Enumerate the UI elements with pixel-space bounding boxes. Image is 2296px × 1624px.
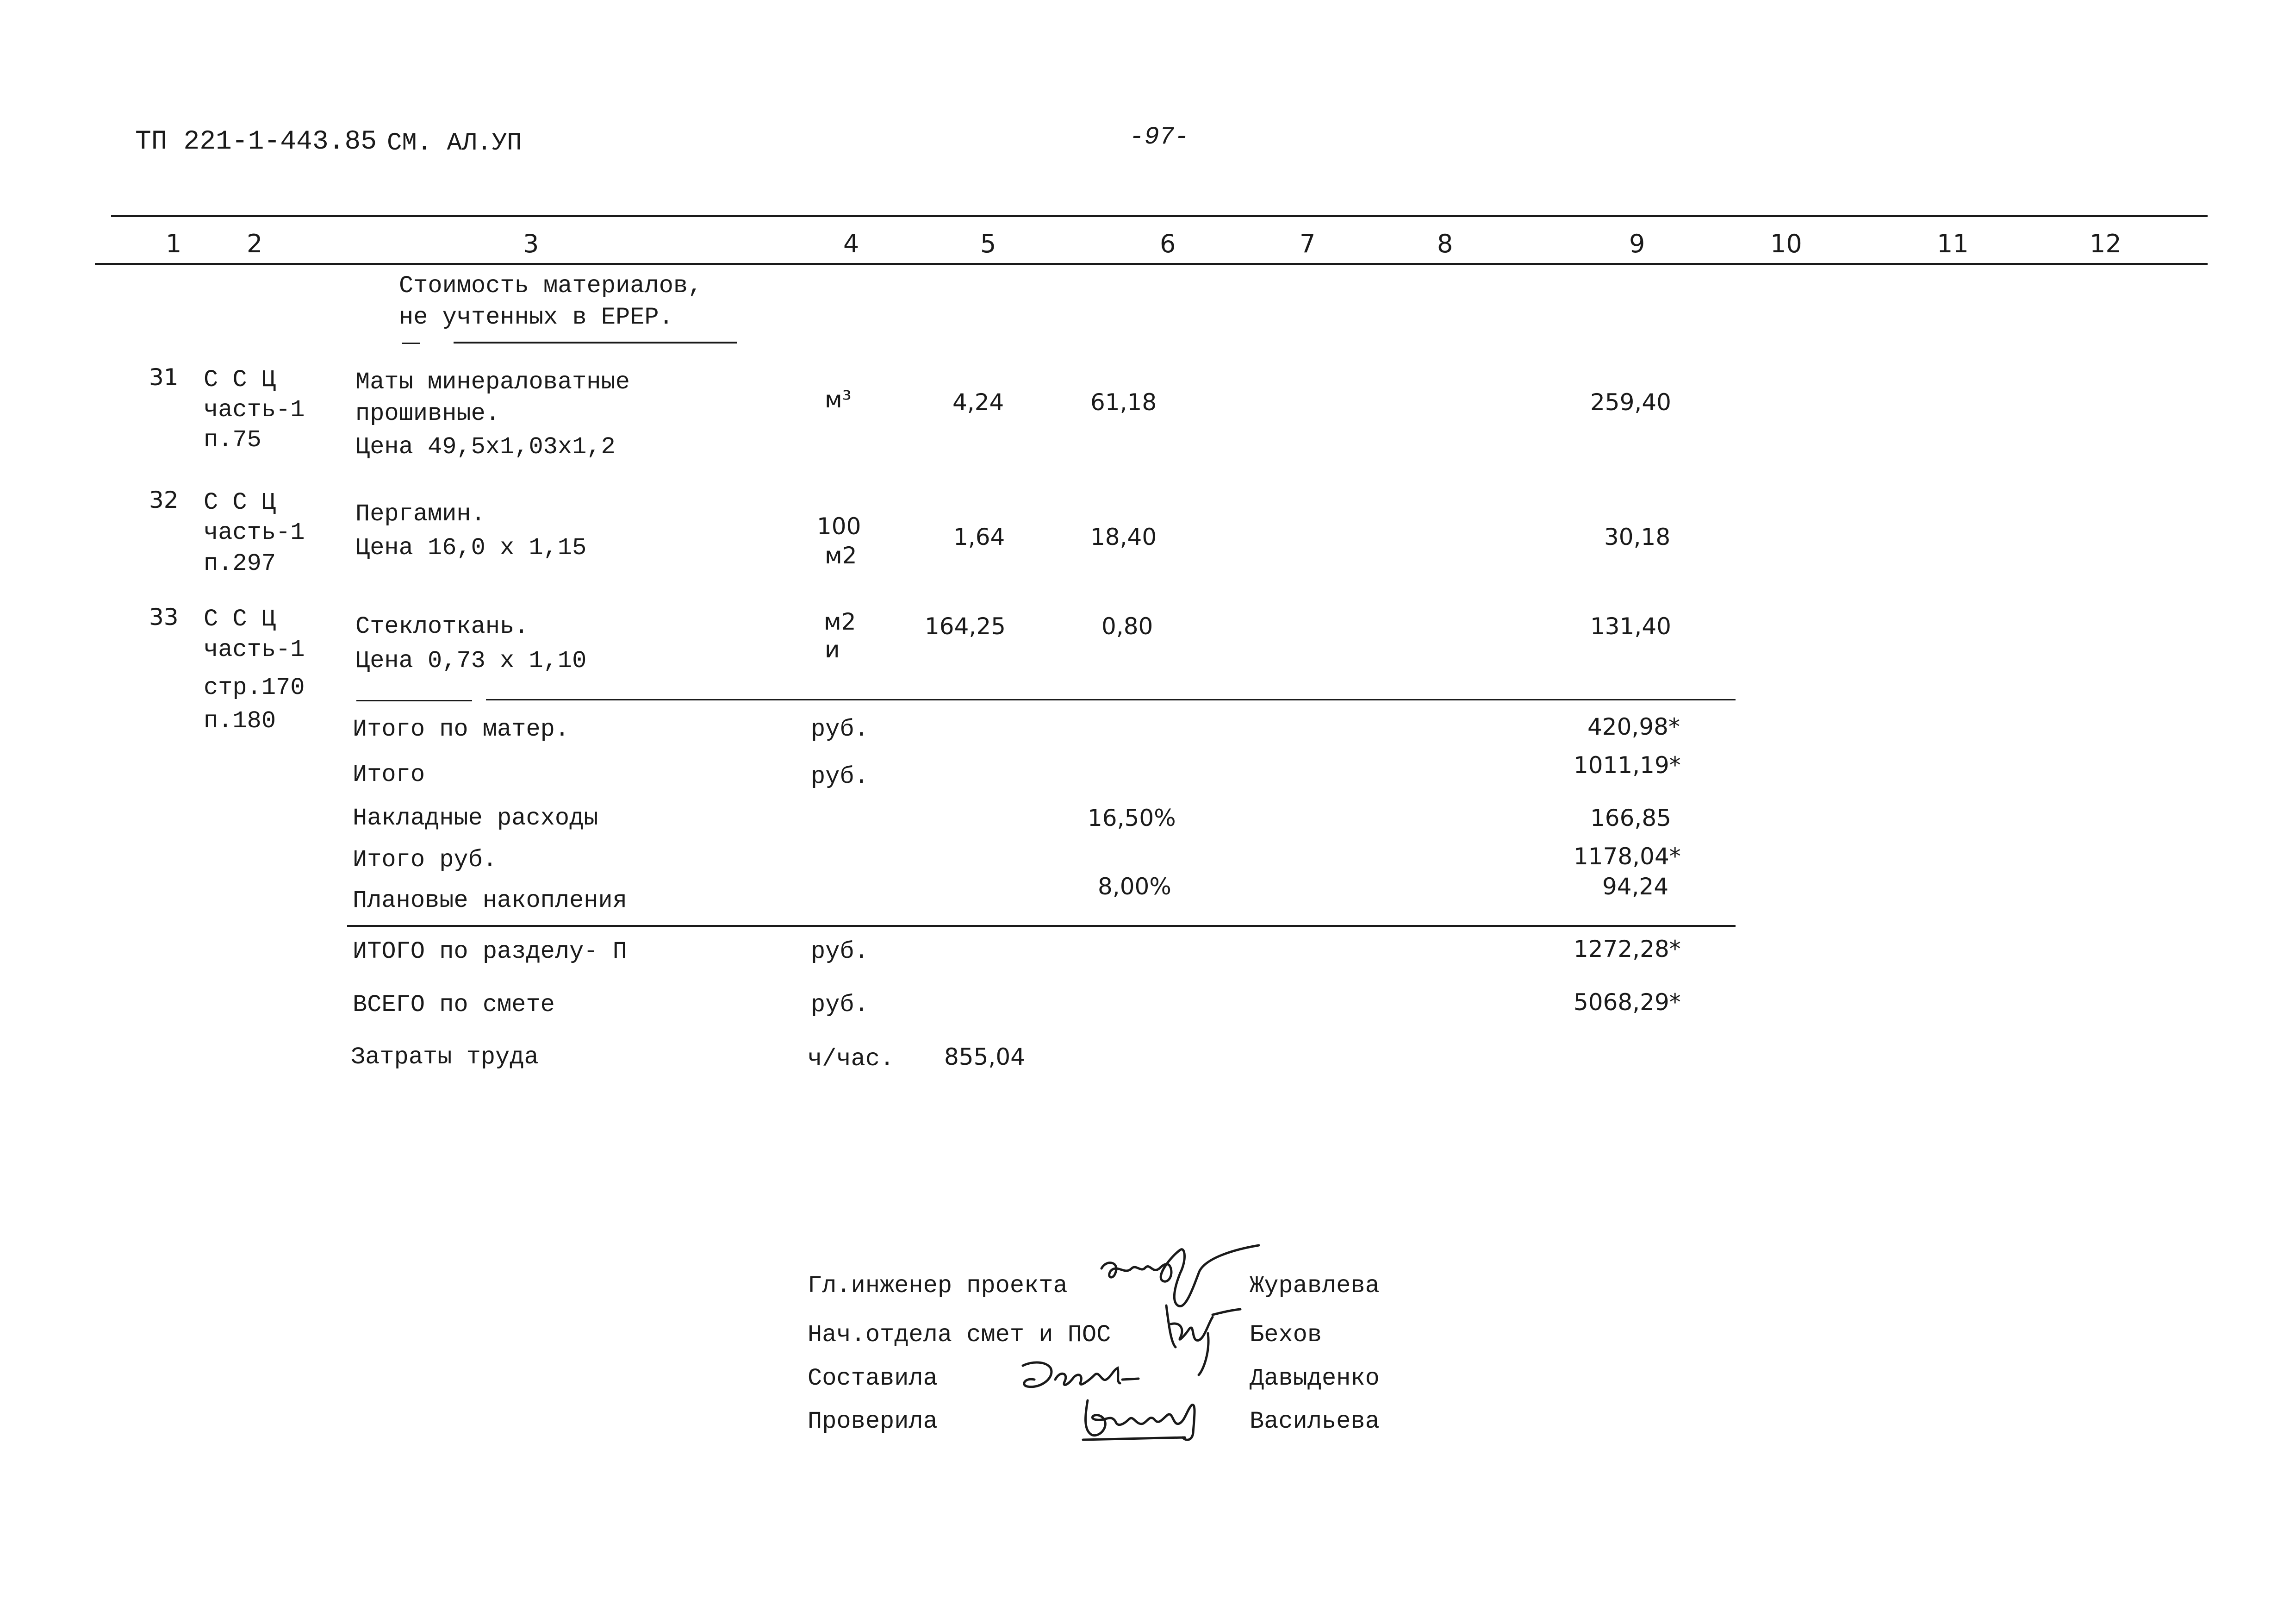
row-total: 131,40 [1590,613,1671,640]
row-description: Стеклоткань. [355,613,529,640]
total-label: Плановые накопления [353,887,627,914]
row-reference: п.75 [204,426,261,454]
row-description: Цена 16,0 х 1,15 [355,534,587,562]
row-description: Маты минераловатные [355,369,630,396]
signature-name: Васильева [1250,1408,1380,1435]
signature-role: Нач.отдела смет и ПОС [808,1321,1111,1349]
row-reference: часть-1 [204,636,305,663]
column-header-3: 3 [523,229,539,258]
row-reference: С С Ц [204,606,276,633]
row-number: 33 [149,604,179,631]
grand-total-unit: руб. [811,938,869,965]
row-reference: п.180 [204,707,276,735]
grand-total-value: 5068,29* [1574,989,1681,1016]
total-label: Накладные расходы [353,805,598,832]
total-unit: руб. [811,716,869,743]
total-label: Итого по матер. [353,716,570,743]
total-value: 166,85 [1590,805,1671,831]
grand-total-unit: руб. [811,991,869,1018]
row-unit: м³ [825,386,852,413]
row-reference: часть-1 [204,519,305,546]
signature-role: Гл.инженер проекта [808,1272,1068,1299]
column-header-6: 6 [1160,229,1176,258]
signature-role: Составила [808,1365,938,1392]
row-description: Цена 49,5х1,03х1,2 [355,433,616,461]
row-quantity: 4,24 [952,389,1004,416]
row-unit: и [825,636,840,663]
row-number: 31 [149,364,179,391]
row-quantity: 164,25 [925,613,1006,640]
row-unit-price: 61,18 [1090,389,1157,416]
column-header-7: 7 [1300,229,1316,258]
signature-role: Проверила [808,1408,938,1435]
column-header-8: 8 [1437,229,1453,258]
column-header-4: 4 [843,229,859,258]
header-rule-bottom [95,263,2208,265]
grand-total-value: 1272,28* [1574,936,1681,962]
total-label: Итого [353,761,425,788]
signature-name: Бехов [1250,1321,1322,1349]
section-subtitle: не учтенных в ЕРЕР. [399,304,673,331]
row-unit: м2 [824,608,856,635]
row-reference: п.297 [204,550,276,577]
labor-label: Затраты труда [351,1043,539,1071]
total-value: 420,98* [1587,713,1680,740]
row-description: прошивные. [355,400,500,427]
total-value: 1011,19* [1574,752,1681,779]
page-number: -97- [1129,123,1189,151]
totals-rule-dash [356,700,472,701]
total-rate: 8,00% [1098,873,1171,900]
row-total: 30,18 [1604,524,1671,550]
row-quantity: 1,64 [953,524,1005,550]
column-header-5: 5 [980,229,996,258]
column-header-11: 11 [1937,229,1969,258]
row-reference: С С Ц [204,366,276,394]
row-unit: м2 [825,542,857,569]
row-total: 259,40 [1590,389,1671,416]
total-unit: руб. [811,763,869,790]
column-header-1: 1 [166,229,182,258]
grand-total-label: ВСЕГО по смете [353,991,555,1018]
total-rate: 16,50% [1088,805,1176,831]
signature-name: Давыденко [1250,1365,1380,1392]
section-underline-dash [402,343,420,344]
document-code: ТП 221-1-443.85 [135,127,377,157]
handwritten-signature-checker [1074,1391,1213,1447]
row-reference: стр.170 [204,674,305,701]
grand-total-label: ИТОГО по разделу- П [353,938,627,965]
row-reference: часть-1 [204,396,305,424]
labor-unit: ч/час. [808,1045,895,1073]
total-value: 94,24 [1602,873,1669,900]
signature-name: Журавлева [1250,1272,1380,1299]
grand-totals-rule [347,925,1736,927]
section-underline [454,342,737,344]
row-description: Пергамин. [355,500,485,528]
album-ref: СМ. АЛ.УП [387,129,522,157]
handwritten-signature-department-head [1152,1296,1245,1380]
column-header-10: 10 [1770,229,1802,258]
row-unit: 100 [817,513,861,540]
totals-rule [486,699,1736,700]
column-header-9: 9 [1629,229,1645,258]
total-value: 1178,04* [1574,843,1681,870]
column-header-2: 2 [247,229,263,258]
row-description: Цена 0,73 х 1,10 [355,647,587,675]
section-title: Стоимость материалов, [399,272,703,300]
total-label: Итого руб. [353,846,498,874]
row-number: 32 [149,487,179,513]
labor-value: 855,04 [944,1043,1025,1070]
row-unit-price: 0,80 [1101,613,1153,640]
row-reference: С С Ц [204,489,276,516]
row-unit-price: 18,40 [1090,524,1157,550]
column-header-12: 12 [2090,229,2122,258]
header-rule-top [111,215,2208,217]
